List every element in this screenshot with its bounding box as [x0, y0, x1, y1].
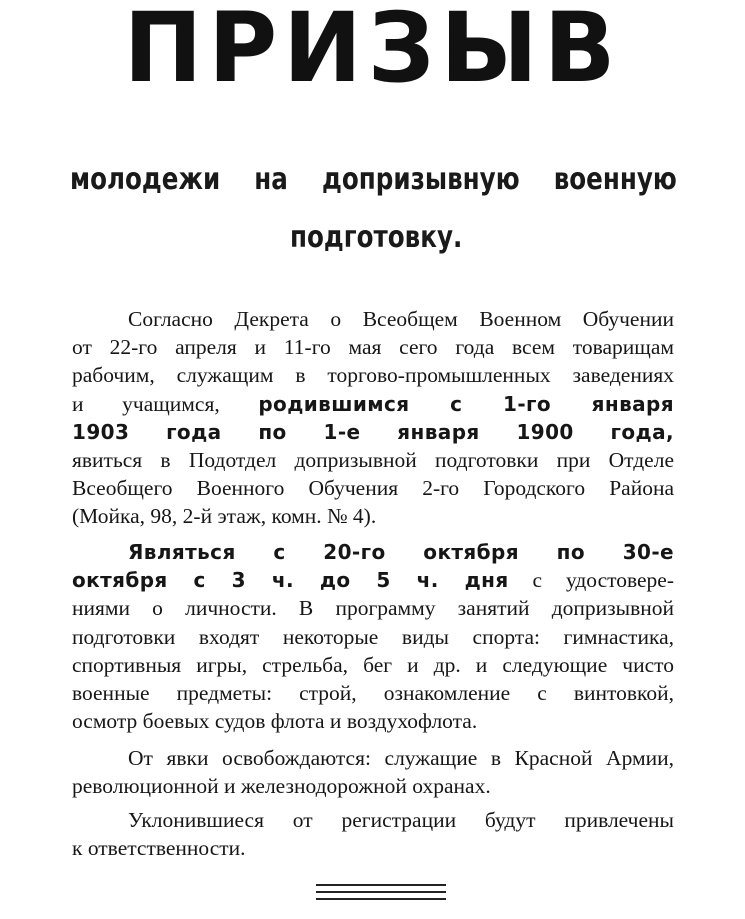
text-line: [72, 390, 674, 418]
text-line: военные предметы: строй, ознакомление с винтовкой,: [72, 681, 674, 706]
text-line: рабочим, служащим в торгово-промышленных заведениях: [72, 363, 674, 388]
poster-title: ПРИЗЫВ: [123, 0, 622, 104]
paragraph-schedule: [72, 538, 674, 735]
text-line: подготовки входят некоторые виды спорта: гимнастика,: [72, 624, 674, 649]
divider-rule: [316, 898, 446, 900]
text-line: От явки освобождаются: служащие в Красной Армии,: [128, 746, 674, 770]
text-line: Уклонившиеся от регистрации будут привлечены: [128, 808, 674, 832]
text-line: [72, 566, 674, 594]
schedule-hours-highlight: октября с 3 ч. до 5 ч. дня: [72, 568, 509, 593]
text-line: Согласно Декрета о Всеобщем Военном Обучении: [128, 307, 674, 331]
decorative-divider: [316, 884, 446, 906]
text-line: от 22-го апреля и 11-го мая сего года всем товарищам: [72, 335, 674, 360]
text-fragment: с удостовере-: [532, 568, 675, 593]
paragraph-exemptions: [72, 744, 674, 800]
paragraph-decree: [72, 305, 674, 531]
text-line: ниями о личности. В программу занятий допризывной: [72, 596, 674, 621]
text-line: Всеобщего Военного Обучения 2-го Городского Района: [72, 476, 674, 501]
schedule-highlight: Являться с 20-го октября по 30-е: [128, 540, 674, 564]
subtitle-line-1: молодежи на допризывную военную: [70, 162, 677, 197]
divider-rule: [316, 891, 446, 893]
divider-rule: [316, 884, 446, 886]
address-line: (Мойка, 98, 2-й этаж, комн. № 4).: [72, 504, 377, 529]
text-line: революционной и железнодорожной охранах.: [72, 774, 491, 799]
text-line: явиться в Подотдел допризывной подготовки при Отделе: [72, 448, 674, 473]
text-line: к ответственности.: [72, 836, 246, 861]
paragraph-penalty: [72, 806, 674, 862]
text-line: спортивныя игры, стрельба, бег и др. и следующие чисто: [72, 652, 674, 677]
birth-range-highlight-2: 1903 года по 1-е января 1900 года,: [72, 419, 674, 444]
text-line: осмотр боевых судов флота и воздухофлота.: [72, 709, 478, 734]
birth-range-highlight: родившимся с 1-го января: [258, 391, 674, 416]
subtitle-line-2: подготовку.: [290, 220, 463, 255]
text-fragment: и учащимся,: [72, 391, 220, 416]
